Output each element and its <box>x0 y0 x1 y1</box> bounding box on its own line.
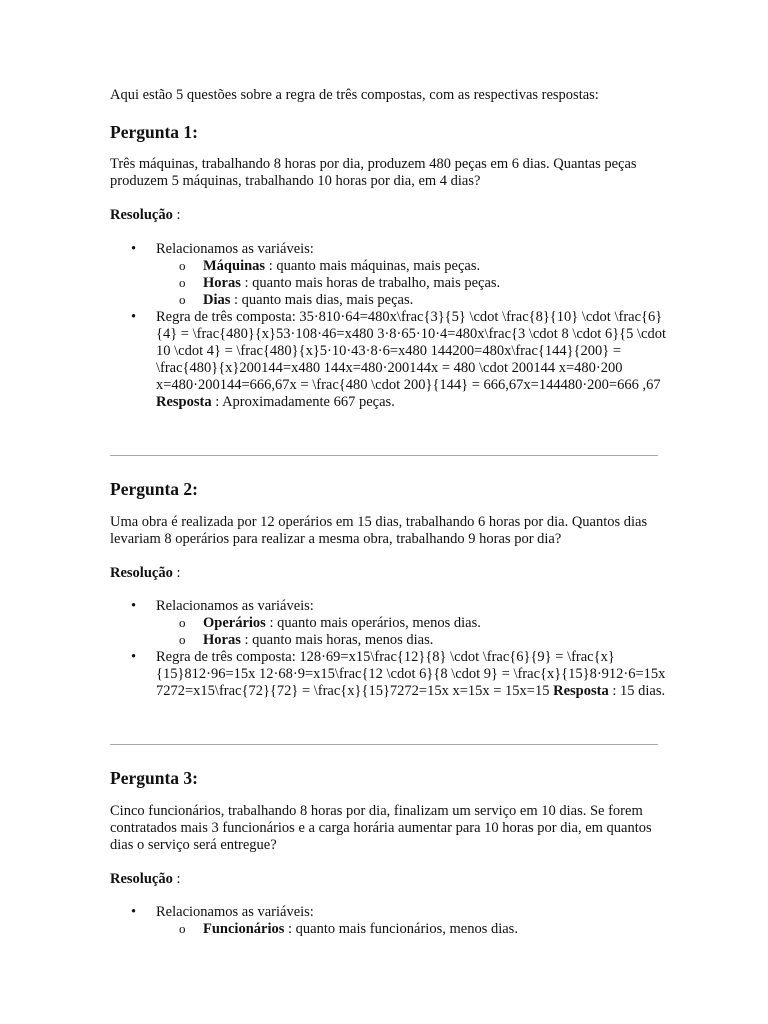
question-1-resolution <box>110 241 670 411</box>
variable-item: o Horas : quanto mais horas de trabalho, mais peças. <box>203 275 670 292</box>
list-item: • Relacionamos as variáveis: o Operários : quanto mais operários, menos dias. o Horas : quanto mais horas, menos dias. <box>110 598 670 649</box>
formula-text: 128·69=x15\frac{12}{8} \cdot \frac{6}{9} = \frac{x}{15}812·96=15x 12·68·9=x15\frac{12 \cdot 6}{8 \cdot 9} = \frac{x}{15}8·912·6=15x 7272=x15\frac{72}{72} = \frac{x}{15}7272=15x x=15x = 15x=15 <box>156 649 666 699</box>
variable-item: o Operários : quanto mais operários, menos dias. <box>203 615 670 632</box>
question-3-text: Cinco funcionários, trabalhando 8 horas por dia, finalizam um serviço em 10 dias. Se forem contratados mais 3 funcionários e a carga horária aumentar para 10 horas por dia, em quantos dias o serviço será entregue? <box>110 803 652 853</box>
section-divider <box>110 455 658 456</box>
variable-item: o Máquinas : quanto mais máquinas, mais peças. <box>203 258 670 275</box>
question-2-title: Pergunta 2: <box>110 479 198 499</box>
list-item: • Relacionamos as variáveis: o Funcionários : quanto mais funcionários, menos dias. <box>110 904 670 938</box>
question-3-resolution-label: Resolução : <box>110 871 181 887</box>
question-1-text: Três máquinas, trabalhando 8 horas por dia, produzem 480 peças em 6 dias. Quantas peças produzem 5 máquinas, trabalhando 10 horas por dia, em 4 dias? <box>110 156 637 189</box>
variable-item: o Funcionários : quanto mais funcionários, menos dias. <box>203 921 670 938</box>
question-3-title: Pergunta 3: <box>110 768 198 788</box>
variable-item: o Dias : quanto mais dias, mais peças. <box>203 292 670 309</box>
question-1-resolution-label: Resolução : <box>110 207 181 223</box>
question-3-resolution <box>110 904 670 938</box>
list-item: • Relacionamos as variáveis: o Máquinas : quanto mais máquinas, mais peças. o Horas : quanto mais horas de trabalho, mais peças. o Dias : quanto mais dias, mais peças. <box>110 241 670 309</box>
variable-item: o Horas : quanto mais horas, menos dias. <box>203 632 670 649</box>
intro-text: Aqui estão 5 questões sobre a regra de três compostas, com as respectivas respostas: <box>110 87 599 103</box>
question-1-title: Pergunta 1: <box>110 122 198 142</box>
question-2-text: Uma obra é realizada por 12 operários em 15 dias, trabalhando 6 horas por dia. Quantos dias levariam 8 operários para realizar a mesma obra, trabalhando 9 horas por dia? <box>110 514 648 547</box>
question-2-resolution <box>110 598 670 700</box>
list-item: • Regra de três composta: 128·69=x15\frac{12}{8} \cdot \frac{6}{9} = \frac{x}{15}812·96=15x 12·68·9=x15\frac{12 \cdot 6}{8 \cdot 9} = \frac{x}{15}8·912·6=15x 7272=x15\frac{72}{72} = \frac{x}{15}7272=15x x=15x = 15x=15 Resposta : 15 dias. <box>110 649 670 700</box>
list-item: • Regra de três composta: 35·810·64=480x\frac{3}{5} \cdot \frac{8}{10} \cdot \frac{6}{4} = \frac{480}{x}53·108·46=x480 3·8·65·10·4=480x\frac{3 \cdot 8 \cdot 6}{5 \cdot 10 \cdot 4} = \frac{480}{x}5·10·43·8·6=x480 144200=480x\frac{144}{200} = \frac{480}{x}200144=x480 144x=480·200144x = 480 \cdot 200144 x=480·200 x=480·200144=666,67x = \frac{480 \cdot 200}{144} = 666,67x=144480·200=666 ,67 Resposta : Aproximadamente 667 peças. <box>110 309 670 411</box>
section-divider <box>110 744 658 745</box>
question-2-resolution-label: Resolução : <box>110 565 181 581</box>
formula-text: 35·810·64=480x\frac{3}{5} \cdot \frac{8}{10} \cdot \frac{6}{4} = \frac{480}{x}53·108·46=x480 3·8·65·10·4=480x\frac{3 \cdot 8 \cdot 6}{5 \cdot 10 \cdot 4} = \frac{480}{x}5·10·43·8·6=x480 144200=480x\frac{144}{200} = \frac{480}{x}200144=x480 144x=480·200144x = 480 \cdot 200144 x=480·200 x=480·200144=666,67x = \frac{480 \cdot 200}{144} = 666,67x=144480·200=666 ,67 <box>156 309 666 393</box>
